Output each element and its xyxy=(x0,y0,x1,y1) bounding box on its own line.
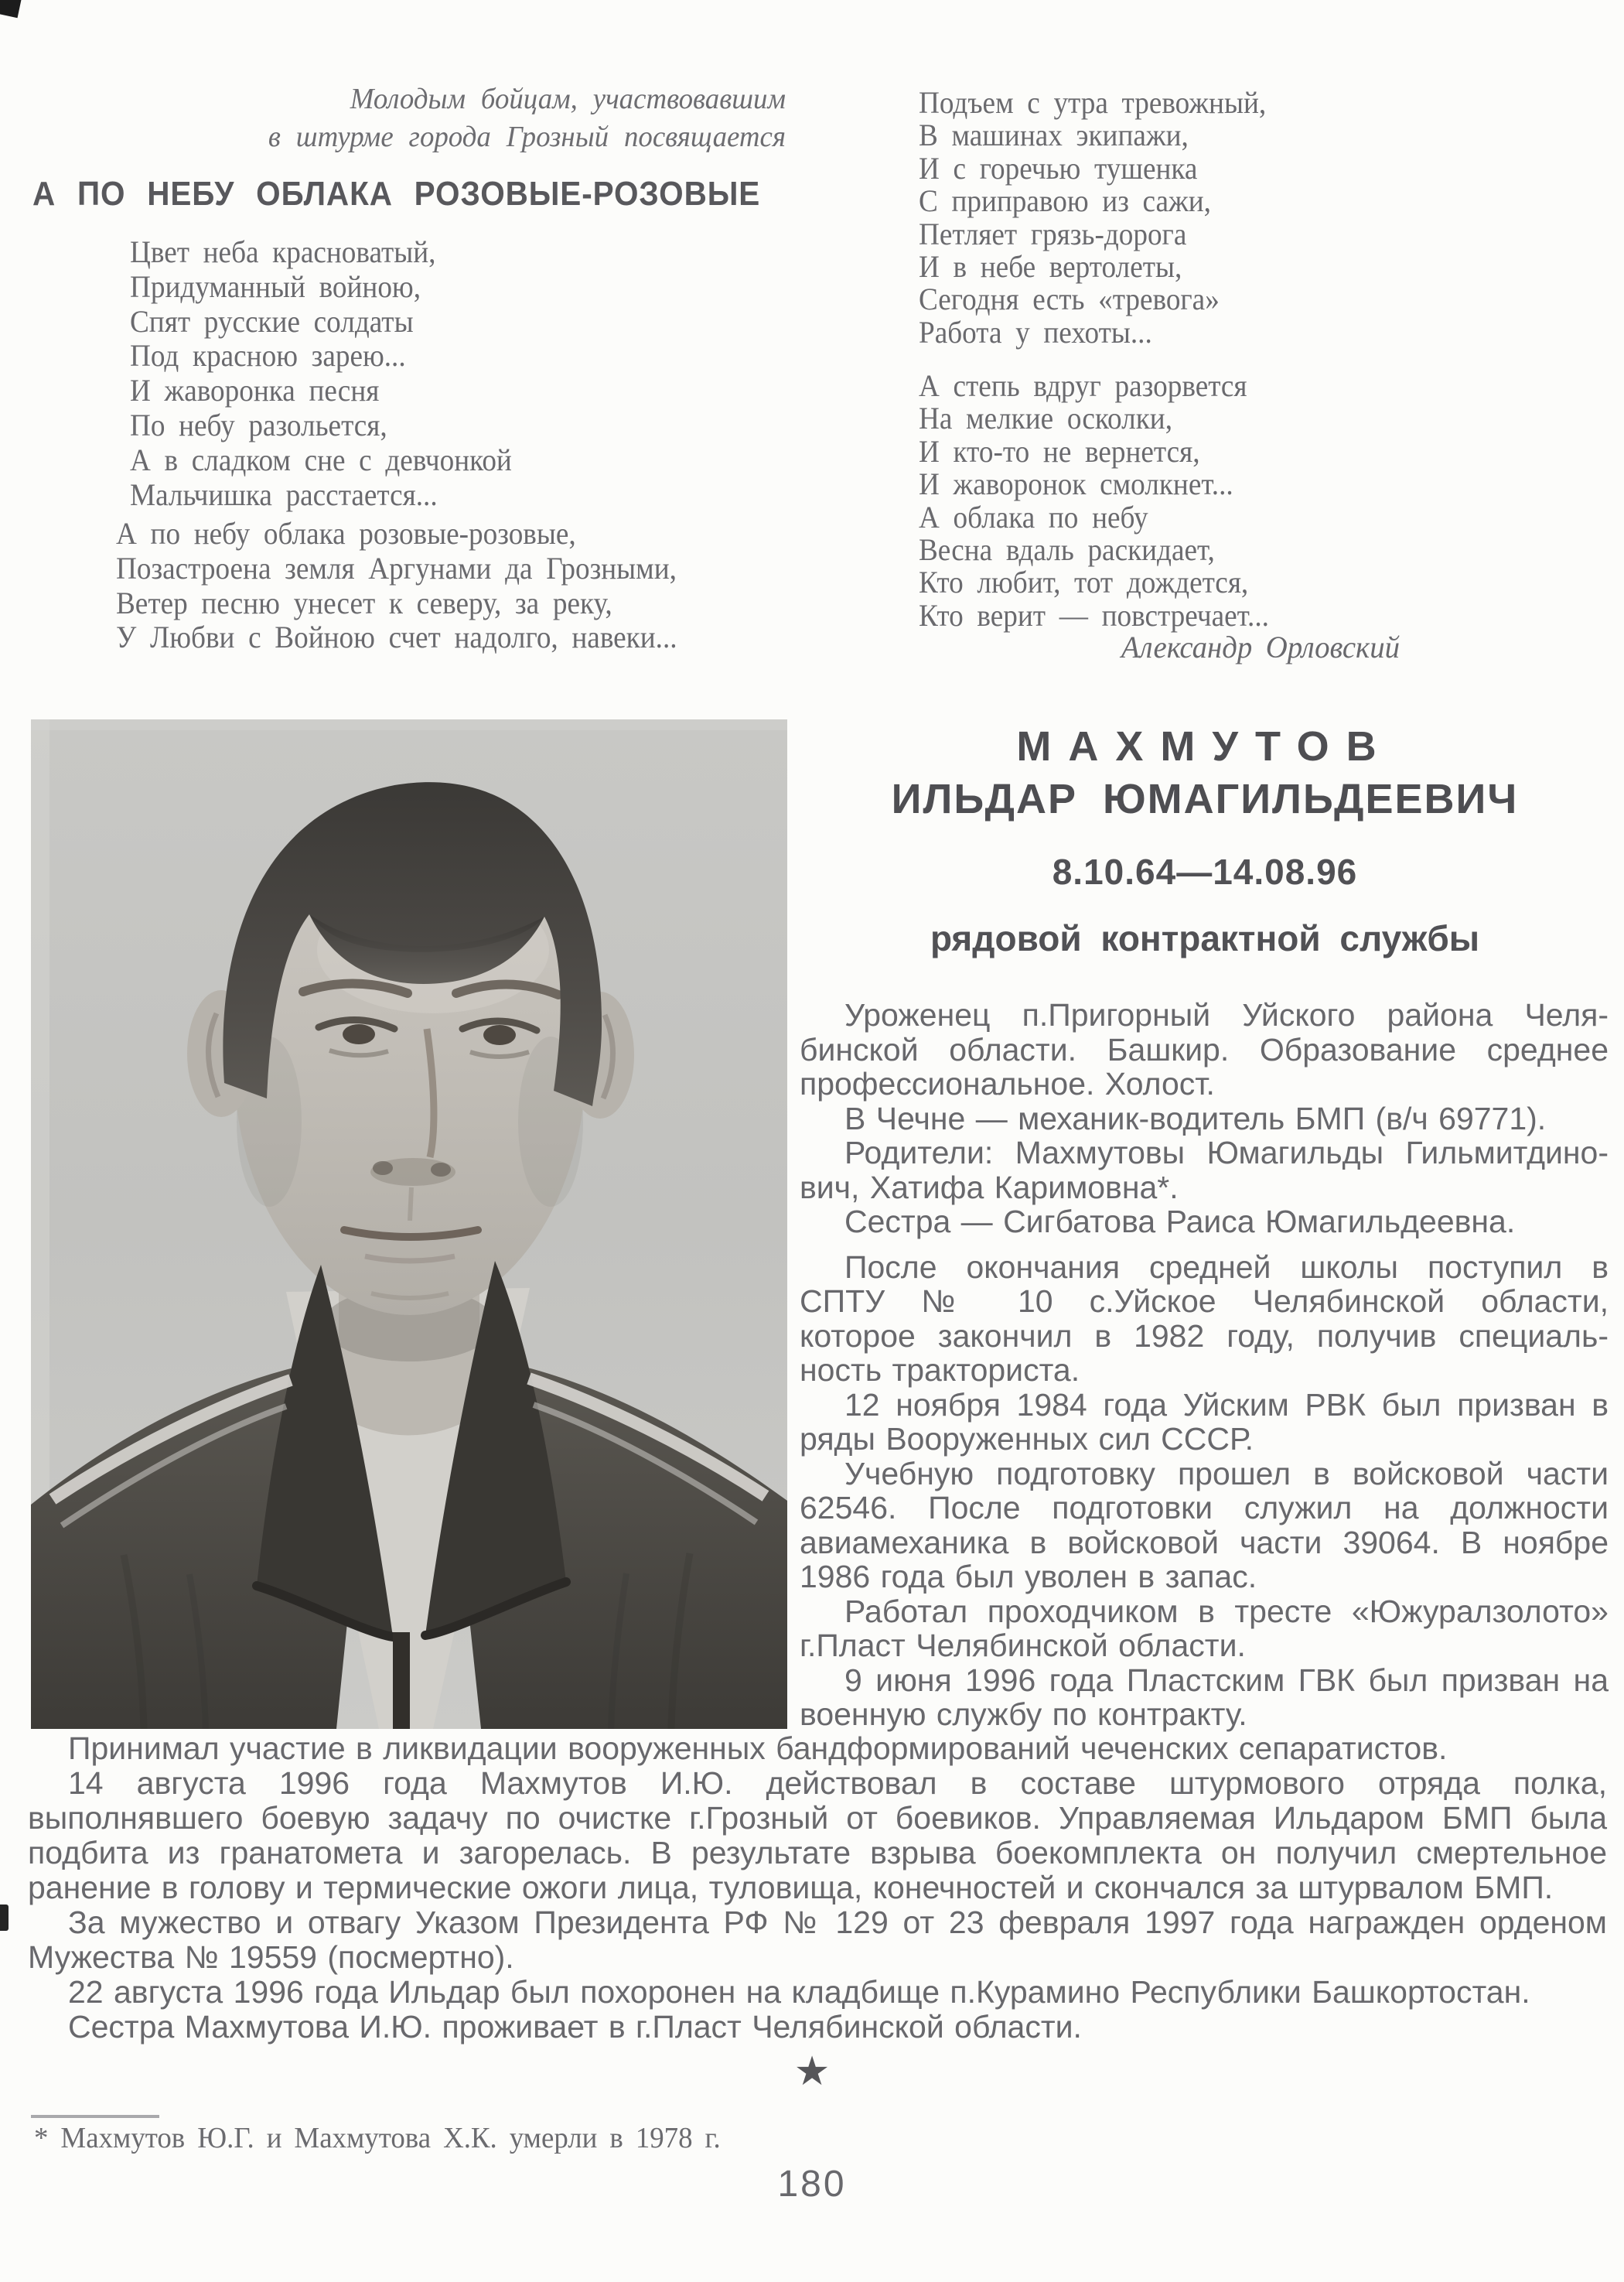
bio-line: СПТУ № 10 с.Уйское Челябинской области, xyxy=(800,1283,1609,1319)
portrait-photo xyxy=(31,719,787,1729)
bio-line: профессиональное. Холост. xyxy=(800,1066,1215,1102)
bio-line: которое закончил в 1982 году, получив специаль- xyxy=(800,1317,1609,1354)
poem-line: И кто-то не вернется, xyxy=(919,433,1200,469)
story-line: Сестра Махмутова И.Ю. проживает в г.Пласт Челябинской области. xyxy=(68,2009,1082,2045)
bio-line: Уроженец п.Пригорный Уйского района Челя- xyxy=(844,997,1609,1033)
story-line: ранение в голову и термические ожоги лица, туловища, конечностей и скончался за штурвалом БМП. xyxy=(28,1870,1554,1905)
bio-paragraph xyxy=(800,1204,1609,1239)
bio-paragraph xyxy=(800,1457,1609,1594)
poem-line: Кто любит, тот дождется, xyxy=(919,565,1249,600)
memorial-name-patronymic: ИЛЬДАР ЮМАГИЛЬДЕЕВИЧ xyxy=(891,776,1519,822)
poem-line: А по небу облака розовые-розовые, xyxy=(116,516,576,551)
bio-line: 12 ноября 1984 года Уйским РВК был призван в xyxy=(844,1386,1609,1423)
dedication-line: в штурме города Грозный посвящается xyxy=(268,121,786,153)
bio-line: военную службу по контракту. xyxy=(800,1696,1247,1732)
bio-line: ность тракториста. xyxy=(800,1352,1080,1388)
poem-line: По небу разольется, xyxy=(130,407,387,442)
poem-line: А в сладком сне с девчонкой xyxy=(130,442,512,477)
poem-line: Спят русские солдаты xyxy=(130,303,414,339)
poem-line: А облака по небу xyxy=(919,499,1148,535)
story-paragraph xyxy=(28,2010,1607,2045)
story-line: 22 августа 1996 года Ильдар был похоронен на кладбище п.Курамино Республики Башкортостан. xyxy=(68,1974,1530,2010)
left-poem-stanza-1 xyxy=(130,235,512,512)
bio-line: После окончания средней школы поступил в xyxy=(844,1249,1609,1285)
divider-star-icon: ★ xyxy=(793,2049,831,2094)
poem-title: А ПО НЕБУ ОБЛАКА РОЗОВЫЕ-РОЗОВЫЕ xyxy=(32,175,761,213)
bio-line: Работал проходчиком в тресте «Южуралзолото» xyxy=(844,1593,1609,1629)
story-paragraph xyxy=(28,1975,1607,2010)
story-paragraph xyxy=(28,1731,1607,1766)
poem-line: И с горечью тушенка xyxy=(919,150,1198,186)
bio-paragraph xyxy=(800,1136,1609,1204)
bio-paragraph xyxy=(800,998,1609,1102)
poem-line: С приправою из сажи, xyxy=(919,183,1211,219)
biography-column xyxy=(800,998,1609,1732)
dedication xyxy=(173,80,786,156)
poem-author: Александр Орловский xyxy=(1121,630,1400,664)
bio-line: Учебную подготовку прошел в войсковой части xyxy=(844,1455,1609,1491)
story-paragraph xyxy=(28,1766,1607,1905)
story-line: За мужество и отвагу Указом Президента РФ № 129 от 23 февраля 1997 года награжден орденом xyxy=(68,1905,1607,1940)
footnote-rule xyxy=(31,2115,159,2118)
right-poem-stanza-1 xyxy=(919,87,1266,349)
left-poem-stanza-2 xyxy=(116,517,677,655)
bio-line: 62546. После подготовки служил на должности xyxy=(800,1490,1609,1525)
poem-line: И жаворонок смолкнет... xyxy=(919,466,1233,502)
bio-line: 9 июня 1996 года Пластским ГВК был призван на xyxy=(844,1662,1609,1698)
poem-line: Работа у пехоты... xyxy=(919,314,1152,350)
story-line: 14 августа 1996 года Махмутов И.Ю. действовал в составе штурмового отряда полка, xyxy=(68,1765,1607,1801)
bio-paragraph xyxy=(800,1250,1609,1388)
story-line: выполнявшего боевую задачу по очистке г.Грозный от боевиков. Управляемая Ильдаром БМП была xyxy=(28,1800,1607,1836)
memorial-surname: МАХМУТОВ xyxy=(1016,723,1394,770)
right-poem-stanza-2 xyxy=(919,370,1269,632)
poem-line: Ветер песню унесет к северу, за реку, xyxy=(116,585,612,620)
memorial-rank: рядовой контрактной службы xyxy=(930,918,1480,958)
story-line: Принимал участие в ликвидации вооруженных бандформирований чеченских сепаратистов. xyxy=(68,1730,1448,1766)
bio-line: авиамеханика в войсковой части 39064. В ноябре xyxy=(800,1524,1609,1560)
scan-artifact-edge xyxy=(0,1905,9,1931)
poem-line: В машинах экипажи, xyxy=(919,118,1189,153)
bio-line: В Чечне — механик-водитель БМП (в/ч 69771). xyxy=(844,1100,1547,1136)
bio-line: г.Пласт Челябинской области. xyxy=(800,1628,1246,1663)
dedication-line: Молодым бойцам, участвовавшим xyxy=(350,83,786,115)
footnote-text: * Махмутов Ю.Г. и Махмутова Х.К. умерли в 1978 г. xyxy=(34,2122,721,2154)
poem-line: Придуманный войною, xyxy=(130,268,421,304)
bio-line: ряды Вооруженных сил СССР. xyxy=(800,1421,1254,1457)
bio-paragraph xyxy=(800,1663,1609,1732)
bio-paragraph xyxy=(800,1594,1609,1663)
story-line: подбита из гранатомета и загорелась. В результате взрыва боекомплекта он получил смертельное xyxy=(28,1835,1607,1870)
scan-artifact-corner xyxy=(0,0,22,18)
bio-line: Родители: Махмутовы Юмагильды Гильмитдино- xyxy=(844,1135,1609,1170)
poem-line: Сегодня есть «тревога» xyxy=(919,282,1220,317)
poem-line: Кто верит — повстречает... xyxy=(919,597,1269,633)
poem-line: На мелкие осколки, xyxy=(919,401,1172,436)
poem-line: А степь вдруг разорвется xyxy=(919,368,1247,403)
bio-line: вич, Хатифа Каримовна*. xyxy=(800,1169,1179,1205)
poem-line: И в небе вертолеты, xyxy=(919,249,1182,285)
poem-line: И жаворонка песня xyxy=(130,373,380,408)
poem-line: Позастроена земля Аргунами да Грозными, xyxy=(116,550,677,586)
portrait-photo-image xyxy=(31,719,787,1729)
story-line: Мужества № 19559 (посмертно). xyxy=(28,1939,514,1975)
poem-line: Мальчишка расстается... xyxy=(130,477,438,512)
memorial-dates: 8.10.64—14.08.96 xyxy=(1052,852,1358,892)
bio-paragraph xyxy=(800,1388,1609,1457)
poem-line: Цвет неба красноватый, xyxy=(130,234,436,269)
bio-paragraph xyxy=(800,1102,1609,1136)
story-paragraph xyxy=(28,1905,1607,1975)
bio-line: 1986 года был уволен в запас. xyxy=(800,1559,1257,1594)
poem-line: Подъем с утра тревожный, xyxy=(919,85,1267,120)
story-block xyxy=(28,1731,1607,2045)
page-number: 180 xyxy=(777,2164,847,2205)
poem-line: Весна вдаль раскидает, xyxy=(919,532,1215,568)
poem-line: Под красною зарею... xyxy=(130,338,406,374)
poem-line: У Любви с Войною счет надолго, навеки... xyxy=(116,620,677,655)
bio-line: бинской области. Башкир. Образование среднее xyxy=(800,1031,1609,1068)
bio-line: Сестра — Сигбатова Раиса Юмагильдеевна. xyxy=(844,1204,1516,1239)
poem-line: Петляет грязь-дорога xyxy=(919,216,1187,251)
